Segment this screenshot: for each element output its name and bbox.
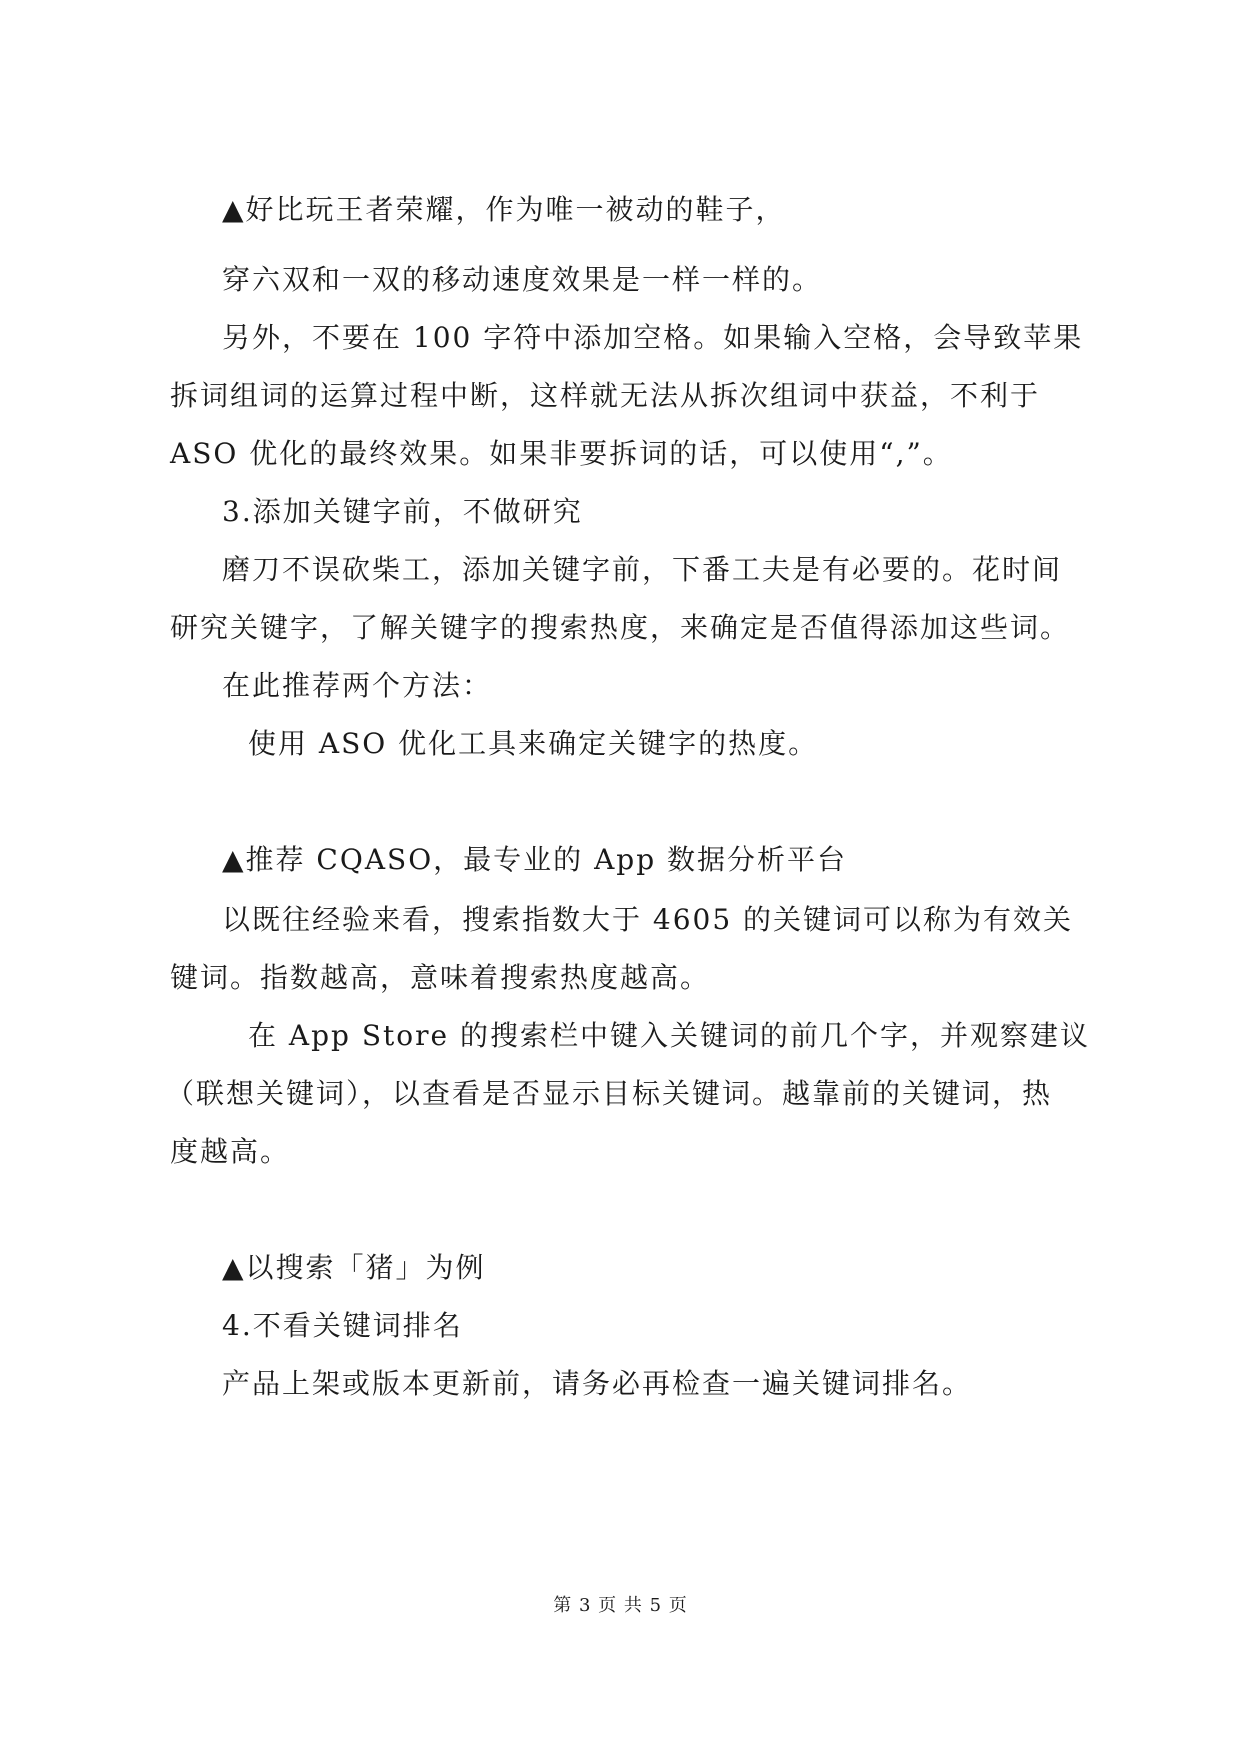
image-caption: ▲推荐 CQASO，最专业的 App 数据分析平台 xyxy=(222,843,848,876)
paragraph-line: 使用 ASO 优化工具来确定关键字的热度。 xyxy=(248,727,819,760)
paragraph-line: 另外，不要在 100 字符中添加空格。如果输入空格，会导致苹果 xyxy=(222,321,1084,354)
paragraph-line: 研究关键字，了解关键字的搜索热度，来确定是否值得添加这些词。 xyxy=(170,611,1071,644)
page-number-footer: 第 3 页 共 5 页 xyxy=(553,1595,688,1616)
paragraph-line: 在此推荐两个方法： xyxy=(222,669,493,702)
paragraph-line: 磨刀不误砍柴工，添加关键字前，下番工夫是有必要的。花时间 xyxy=(222,553,1063,586)
paragraph-line: ▲好比玩王者荣耀，作为唯一被动的鞋子， xyxy=(222,193,786,226)
paragraph-line: 键词。指数越高，意味着搜索热度越高。 xyxy=(170,961,711,994)
paragraph-line: 穿六双和一双的移动速度效果是一样一样的。 xyxy=(222,263,823,296)
section-heading: 4.不看关键词排名 xyxy=(222,1309,463,1342)
paragraph-line: 度越高。 xyxy=(170,1135,291,1168)
paragraph-line: 在 App Store 的搜索栏中键入关键词的前几个字，并观察建议 xyxy=(248,1019,1091,1052)
section-heading: 3.添加关键字前，不做研究 xyxy=(222,495,583,528)
paragraph-line: ASO 优化的最终效果。如果非要拆词的话，可以使用“,”。 xyxy=(170,437,953,470)
image-caption: ▲以搜索「猪」为例 xyxy=(222,1251,486,1284)
paragraph-line: 拆词组词的运算过程中断，这样就无法从拆次组词中获益，不利于 xyxy=(170,379,1041,412)
paragraph-line: （联想关键词），以查看是否显示目标关键词。越靠前的关键词，热 xyxy=(166,1077,1053,1110)
paragraph-line: 以既往经验来看，搜索指数大于 4605 的关键词可以称为有效关 xyxy=(222,903,1074,936)
paragraph-line: 产品上架或版本更新前，请务必再检查一遍关键词排名。 xyxy=(222,1367,973,1400)
